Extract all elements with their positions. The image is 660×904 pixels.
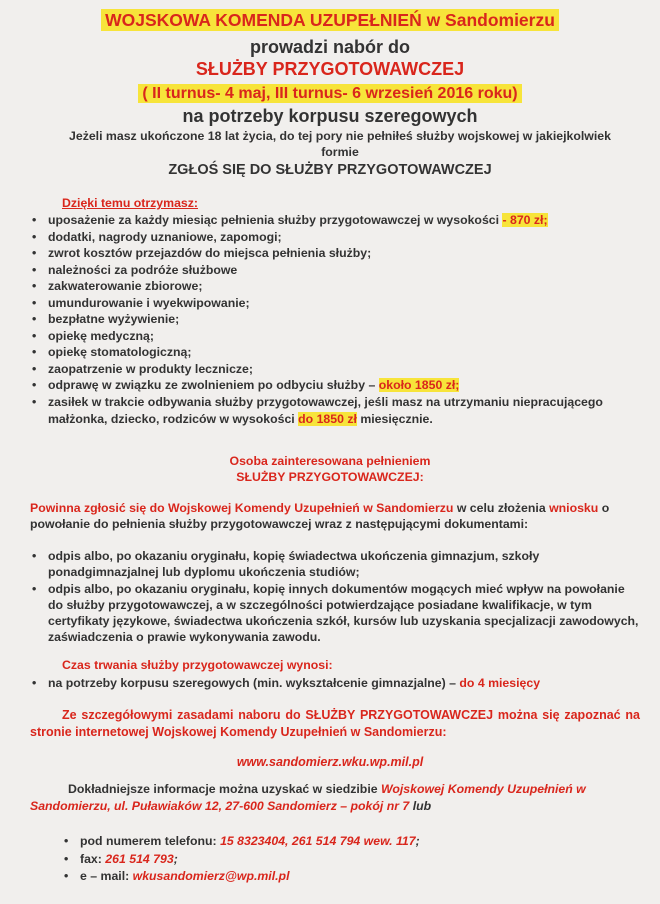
phone-item: • pod numerem telefonu: 15 8323404, 261 514 794 wew. 117; (62, 833, 622, 851)
list-item: • opiekę stomatologiczną; (30, 344, 640, 361)
documents-list (30, 548, 640, 646)
allowance-amount: do 1850 zł (298, 411, 357, 426)
phone-number[interactable]: 15 8323404, 261 514 794 wew. 117 (220, 834, 416, 848)
severance-amount: około 1850 zł; (378, 378, 460, 393)
list-item: • na potrzeby korpusu szeregowych (min. wykształcenie gimnazjalne) – do 4 miesięcy (30, 675, 640, 692)
website-link[interactable]: www.sandomierz.wku.wp.mil.pl (236, 755, 424, 769)
duration-heading: Czas trwania służby przygotowawczej wynosi: (62, 658, 333, 672)
list-item: • zakwaterowanie zbiorowe; (30, 278, 640, 295)
email-link[interactable]: wkusandomierz@wp.mil.pl (132, 869, 290, 883)
poster-title: WOJSKOWA KOMENDA UZUPEŁNIEŃ w Sandomierzu (0, 10, 660, 31)
email-item: • e – mail: wkusandomierz@wp.mil.pl (62, 868, 622, 886)
contact-list (62, 833, 622, 886)
list-item: • odpis albo, po okazaniu oryginału, kopię świadectwa ukończenia gimnazjum, szkoły ponadgimnazjalnej lub dyplomu ukończenia studiów; (30, 548, 640, 581)
list-item: • zwrot kosztów przejazdów do miejsca pełnienia służby; (30, 245, 640, 262)
list-item: • dodatki, nagrody uznaniowe, zapomogi; (30, 229, 640, 246)
list-item: • umundurowanie i wyekwipowanie; (30, 295, 640, 312)
salary-amount: - 870 zł; (502, 213, 548, 227)
list-item: • uposażenie za każdy miesiąc pełnienia służby przygotowawczej w wysokości - 870 zł; (30, 212, 640, 229)
list-item: • zasiłek w trakcie odbywania służby przygotowawczej, jeśli masz na utrzymaniu niepracującego małżonka, dziecko, rodziców w wysokości do 1850 zł miesięcznie. (30, 394, 640, 427)
turnus-dates: ( II turnus- 4 maj, III turnus- 6 wrzesień 2016 roku) (0, 85, 660, 103)
list-item: • opiekę medyczną; (30, 328, 640, 345)
list-item: • bezpłatne wyżywienie; (30, 311, 640, 328)
fax-number: 261 514 793 (105, 851, 174, 866)
subtitle-line: prowadzi nabór do (250, 37, 410, 57)
fax-item: • fax: 261 514 793; (62, 851, 622, 869)
duration-value: do 4 miesięcy (459, 676, 541, 690)
more-info-paragraph: Dokładniejsze informacje można uzyskać w siedzibie Wojskowej Komendy Uzupełnień w Sandomierzu, ul. Puławiaków 12, 27-600 Sandomierz – pokój nr 7 lub (30, 782, 586, 813)
list-item: • odpis albo, po okazaniu oryginału, kopię innych dokumentów mogących mieć wpływ na powołanie do służby przygotowawczej, a w szczególności potwierdzające posiadane kwalifikacje, w tym certyfikaty językowe, świadectwa ukończenia szkół, kursów lub uzyskania specjalizacji zawodowych, zaświadczenia o prawie wykonywania zawodu. (30, 581, 640, 646)
list-item: • odprawę w związku ze zwolnieniem po odbyciu służby – około 1850 zł; (30, 377, 640, 394)
details-paragraph: Ze szczegółowymi zasadami naboru do SŁUŻBY PRZYGOTOWAWCZEJ można się zapoznać na stronie internetowej Wojskowej Komendy Uzupełnień w Sandomierzu: (30, 708, 640, 739)
call-to-action: ZGŁOŚ SIĘ DO SŁUŻBY PRZYGOTOWAWCZEJ (168, 162, 492, 178)
service-name: SŁUŻBY PRZYGOTOWAWCZEJ (195, 59, 465, 79)
application-paragraph: Powinna zgłosić się do Wojskowej Komendy Uzupełnień w Sandomierzu w celu złożenia wniosku o powołanie do pełnienia służby przygotowawczej wraz z następującymi dokumentami: (30, 501, 610, 531)
benefits-heading: Dzięki temu otrzymasz: (62, 196, 198, 210)
eligibility-text: Jeżeli masz ukończone 18 lat życia, do tej pory nie pełniłeś służby wojskowej w jakiejkolwiek formie (69, 129, 611, 159)
benefits-list (30, 212, 640, 427)
corps-line: na potrzeby korpusu szeregowych (182, 106, 478, 126)
duration-list (30, 675, 640, 692)
list-item: • należności za podróże służbowe (30, 262, 640, 279)
interested-heading: Osoba zainteresowana pełnieniem SŁUŻBY PRZYGOTOWAWCZEJ: (229, 454, 431, 484)
list-item: • zaopatrzenie w produkty lecznicze; (30, 361, 640, 378)
